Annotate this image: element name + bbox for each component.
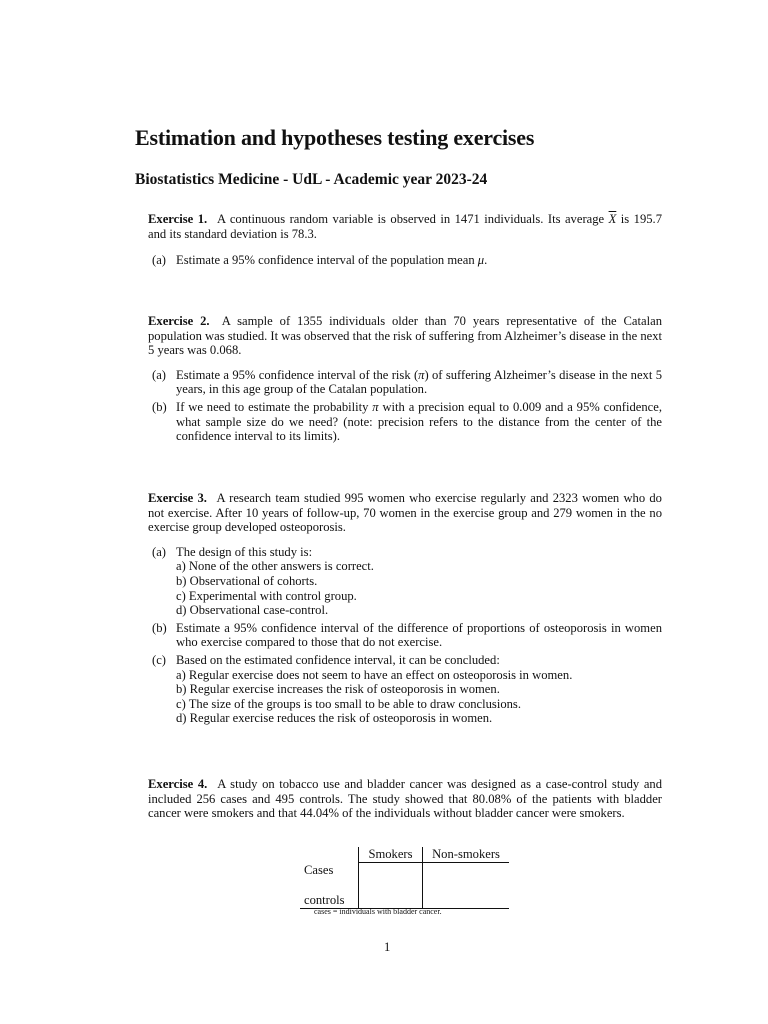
table-header-smokers: Smokers [359,847,423,863]
contingency-table [300,847,509,909]
table-corner [300,847,359,863]
exercise-2 [148,314,662,447]
answer-option: b) Observational of cohorts. [176,573,318,588]
answer-option: a) Regular exercise does not seem to have an effect on osteoporosis in women. [176,667,573,682]
table-cell [359,863,423,879]
document-subtitle: Biostatistics Medicine - UdL - Academic year 2023-24 [135,171,488,188]
exercise-3-item-b: (b) Estimate a 95% confidence interval of the difference of proportions of osteoporosis in women who exercise compared to those that do not exercise. [152,620,662,650]
table-row-label-controls: controls [300,893,359,909]
answer-option: b) Regular exercise increases the risk of osteoporosis in women. [176,682,500,697]
sample-mean-symbol: $\overline{X}$ [608,212,617,226]
exercise-3-item-c: (c) Based on the estimated confidence interval, it can be concluded: a) Regular exercise does not seem to have an effect on osteoporosis in women. b) Regular exercise increases the risk of osteoporosis in women. c) The size of the groups is too small to be able to draw conclusions. d) Regular exercise reduces the risk of osteoporosis in women. [148,653,662,726]
exercise-2-item-b: (b) If we need to estimate the probability π with a precision equal to 0.009 and a 95% confidence, what sample size do we need? (note: precision refers to the distance from the center of the confidence interval to its limits). [152,399,662,444]
table-row-spacer [300,878,359,893]
exercise-label: Exercise 3. [148,491,207,505]
population-mean-symbol: μ [477,253,485,268]
document-title: Estimation and hypotheses testing exercises [135,125,535,150]
exercise-1-statement: Exercise 1. A continuous random variable is observed in 1471 individuals. Its average $\overline{X}$ is 195.7 and its standard deviation is 78.3. [148,212,662,241]
table-footnote: cases = individuals with bladder cancer. [314,907,442,916]
exercise-4-statement: Exercise 4. A study on tobacco use and bladder cancer was designed as a case-control study and included 256 cases and 495 controls. The study showed that 80.08% of the patients with bladder cancer were smokers and that 44.04% of the individuals without bladder cancer were smokers. [148,777,662,821]
exercise-1-item-a: (a) Estimate a 95% confidence interval of the population mean μ. [152,253,488,268]
exercise-3-statement: Exercise 3. A research team studied 995 women who exercise regularly and 2323 women who do not exercise. After 10 years of follow-up, 70 women in the exercise group and 279 women in the no exercise group developed osteoporosis. [148,491,662,535]
exercise-2-statement: Exercise 2. A sample of 1355 individuals older than 70 years representative of the Catalan population was studied. It was observed that the risk of suffering from Alzheimer’s disease in the next 5 years was 0.068. [148,314,663,358]
table-cell [423,863,510,879]
exercise-1 [148,212,662,271]
answer-option: d) Regular exercise reduces the risk of osteoporosis in women. [176,711,493,726]
risk-symbol: π [418,367,425,382]
table-header-non-smokers: Non-smokers [423,847,510,863]
answer-option: c) The size of the groups is too small to be able to draw conclusions. [176,696,521,711]
exercise-3 [148,491,662,729]
exercise-2-item-a: (a) Estimate a 95% confidence interval of the risk (π) of suffering Alzheimer’s disease in the next 5 years, in this age group of the Catalan population. [152,367,662,397]
answer-option: c) Experimental with control group. [176,588,357,603]
exercise-4 [148,777,662,821]
exercise-label: Exercise 4. [148,777,208,791]
table-cell [359,878,423,893]
answer-option: a) None of the other answers is correct. [176,559,374,574]
answer-option: d) Observational case-control. [176,603,329,618]
exercise-label: Exercise 1. [148,212,208,226]
table-cell [423,878,510,893]
table-row-label-cases: Cases [304,862,334,877]
page-number: 1 [384,940,391,954]
probability-symbol: π [372,399,379,414]
exercise-label: Exercise 2. [148,314,210,328]
exercise-3-item-a: (a) The design of this study is: a) None of the other answers is correct. b) Observational of cohorts. c) Experimental with control group. d) Observational case-control. [148,545,662,618]
